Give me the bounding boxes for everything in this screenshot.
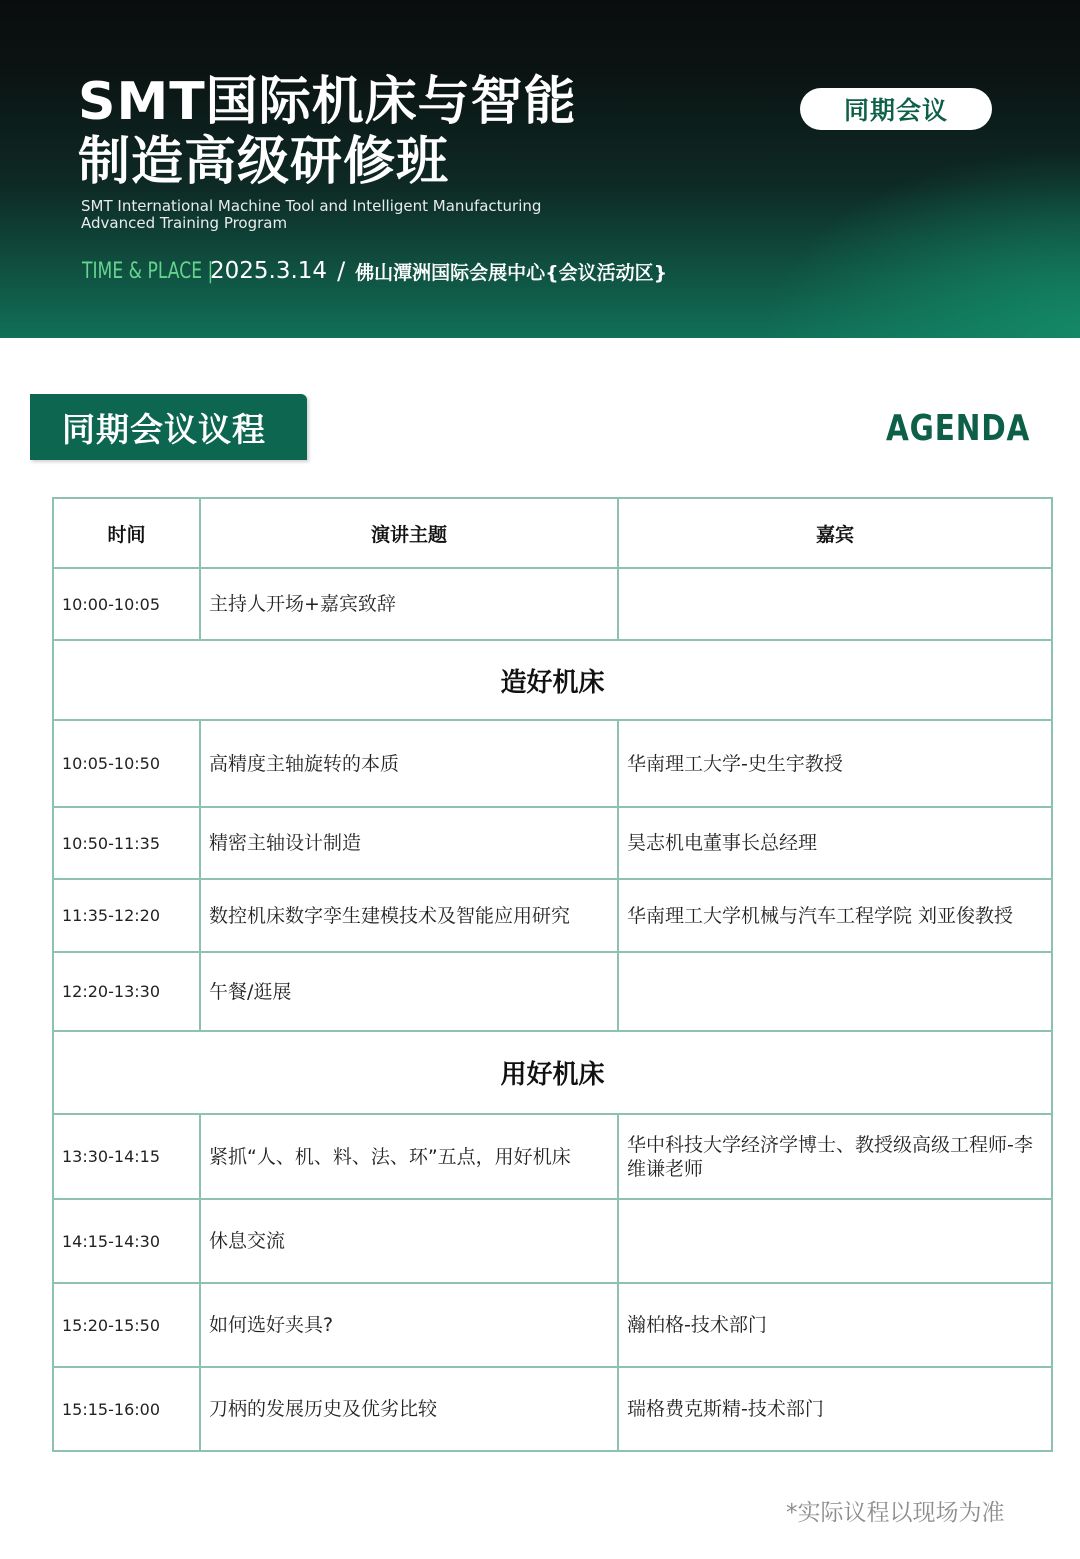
footnote: *实际议程以现场为准 bbox=[786, 1500, 1005, 1526]
row-guest: 瀚柏格-技术部门 bbox=[618, 1283, 1052, 1367]
event-title-line2: 制造高级研修班 bbox=[78, 132, 450, 192]
row-guest bbox=[618, 1199, 1052, 1283]
row-topic: 紧抓“人、机、料、法、环”五点，用好机床 bbox=[200, 1114, 618, 1199]
header-time: 时间 bbox=[53, 498, 200, 568]
section-heading-use: 用好机床 bbox=[53, 1031, 1052, 1114]
subtitle-line2: Advanced Training Program bbox=[81, 214, 288, 232]
header-guest: 嘉宾 bbox=[618, 498, 1052, 568]
row-topic: 数控机床数字孪生建模技术及智能应用研究 bbox=[200, 879, 618, 952]
event-subtitle bbox=[81, 198, 541, 232]
row-time: 10:00-10:05 bbox=[53, 568, 200, 640]
row-topic: 休息交流 bbox=[200, 1199, 618, 1283]
table-row bbox=[53, 720, 1052, 807]
section-heading-build: 造好机床 bbox=[53, 640, 1052, 720]
row-topic: 如何选好夹具? bbox=[200, 1283, 618, 1367]
event-date: 2025.3.14 bbox=[210, 258, 328, 284]
table-row bbox=[53, 1367, 1052, 1451]
row-topic: 午餐/逛展 bbox=[200, 952, 618, 1031]
subtitle-line1: SMT International Machine Tool and Intelligent Manufacturing bbox=[81, 197, 542, 215]
row-guest: 华南理工大学机械与汽车工程学院 刘亚俊教授 bbox=[618, 879, 1052, 952]
event-title-line1: SMT国际机床与智能 bbox=[78, 72, 577, 132]
row-topic: 刀柄的发展历史及优劣比较 bbox=[200, 1367, 618, 1451]
row-guest: 瑞格费克斯精-技术部门 bbox=[618, 1367, 1052, 1451]
section-row bbox=[53, 1031, 1052, 1114]
date-location-separator: / bbox=[337, 257, 346, 285]
table-row bbox=[53, 879, 1052, 952]
row-time: 15:20-15:50 bbox=[53, 1283, 200, 1367]
row-time: 14:15-14:30 bbox=[53, 1199, 200, 1283]
time-place-label: TIME & PLACE | bbox=[82, 258, 214, 284]
header-topic: 演讲主题 bbox=[200, 498, 618, 568]
row-topic: 精密主轴设计制造 bbox=[200, 807, 618, 879]
row-guest: 华南理工大学-史生宇教授 bbox=[618, 720, 1052, 807]
row-topic: 高精度主轴旋转的本质 bbox=[200, 720, 618, 807]
row-guest: 昊志机电董事长总经理 bbox=[618, 807, 1052, 879]
concurrent-meeting-badge: 同期会议 bbox=[800, 88, 992, 130]
row-guest bbox=[618, 568, 1052, 640]
row-time: 13:30-14:15 bbox=[53, 1114, 200, 1199]
table-row bbox=[53, 1283, 1052, 1367]
time-place-row bbox=[82, 254, 667, 288]
event-location: 佛山潭洲国际会展中心{会议活动区} bbox=[355, 261, 668, 284]
agenda-label: AGENDA bbox=[886, 408, 1031, 449]
table-row bbox=[53, 1199, 1052, 1283]
agenda-table bbox=[52, 497, 1053, 1452]
section-title-tab: 同期会议议程 bbox=[30, 394, 307, 460]
hero-banner bbox=[0, 0, 1080, 338]
row-time: 10:05-10:50 bbox=[53, 720, 200, 807]
table-row bbox=[53, 807, 1052, 879]
row-time: 10:50-11:35 bbox=[53, 807, 200, 879]
table-header-row bbox=[53, 498, 1052, 568]
row-time: 12:20-13:30 bbox=[53, 952, 200, 1031]
table-row bbox=[53, 568, 1052, 640]
row-time: 15:15-16:00 bbox=[53, 1367, 200, 1451]
row-topic: 主持人开场+嘉宾致辞 bbox=[200, 568, 618, 640]
row-guest: 华中科技大学经济学博士、教授级高级工程师-李维谦老师 bbox=[618, 1114, 1052, 1199]
row-time: 11:35-12:20 bbox=[53, 879, 200, 952]
section-row bbox=[53, 640, 1052, 720]
table-row bbox=[53, 952, 1052, 1031]
table-row bbox=[53, 1114, 1052, 1199]
row-guest bbox=[618, 952, 1052, 1031]
